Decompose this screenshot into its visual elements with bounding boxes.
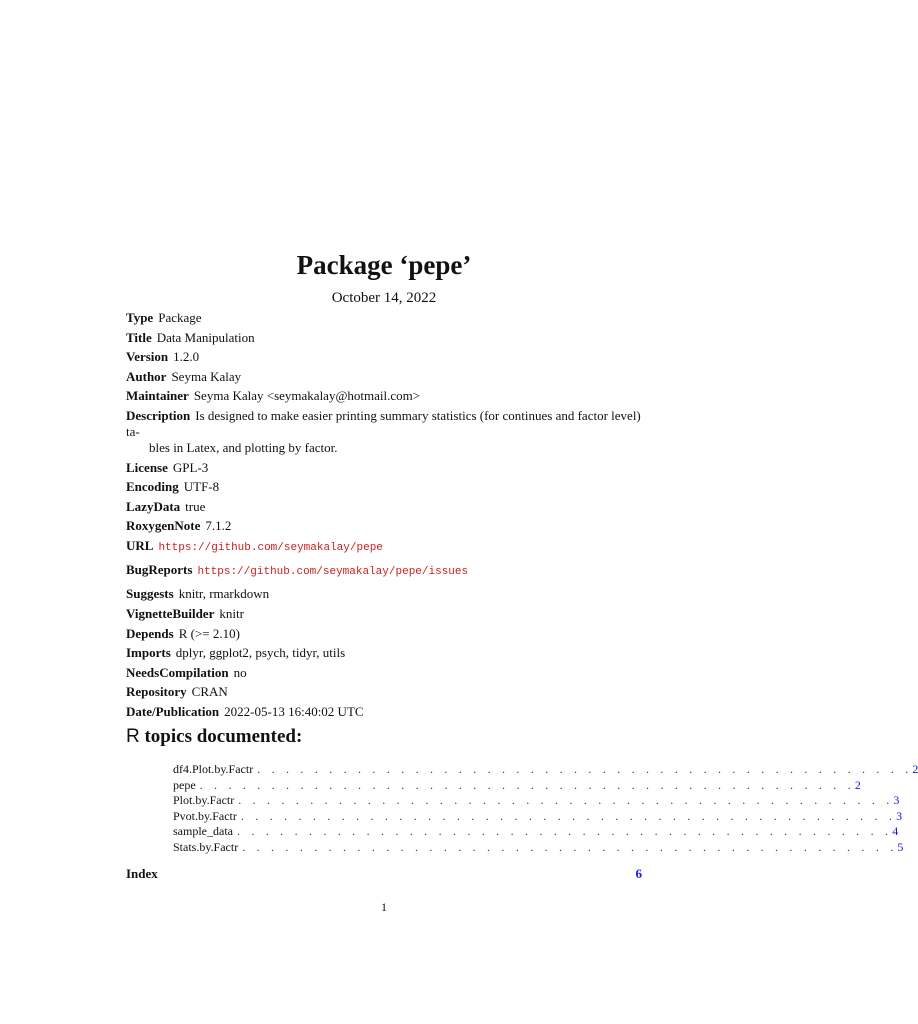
field-key: License bbox=[126, 459, 168, 475]
field-key: BugReports bbox=[126, 562, 193, 578]
field-depends bbox=[126, 626, 642, 642]
document-date: October 14, 2022 bbox=[331, 290, 437, 306]
field-maintainer bbox=[126, 388, 642, 404]
field-value: Data Manipulation bbox=[156, 329, 255, 345]
field-key: Repository bbox=[126, 684, 187, 700]
toc-entry-page[interactable]: 3 bbox=[896, 808, 903, 823]
field-imports bbox=[126, 645, 642, 661]
field-value: GPL-3 bbox=[172, 459, 209, 475]
toc-entry-name: df4.Plot.by.Factr bbox=[173, 762, 254, 776]
field-value: CRAN bbox=[191, 684, 228, 700]
url-link[interactable]: https://github.com/seymakalay/pepe bbox=[158, 542, 383, 555]
field-key: URL bbox=[126, 538, 154, 554]
toc-entry[interactable]: Pvot.by.Factr . . . . . . . . . . . . . . . . . . . . . . . . . . . . . . . . . . . . . . . . . . . . . . 3 bbox=[173, 808, 903, 823]
field-type bbox=[126, 310, 642, 326]
field-author bbox=[126, 369, 642, 385]
field-value: 1.2.0 bbox=[173, 349, 200, 365]
field-value: Is designed to make easier printing summary statistics (for continues and factor level) ta- bbox=[126, 407, 641, 439]
field-value: Seyma Kalay <seymakalay@hotmail.com> bbox=[193, 388, 421, 404]
field-value: knitr, rmarkdown bbox=[178, 586, 270, 602]
toc-entry-page[interactable]: 2 bbox=[912, 762, 918, 776]
toc-entry[interactable]: pepe . . . . . . . . . . . . . . . . . . . . . . . . . . . . . . . . . . . . . . . . . . . . . . 2 bbox=[173, 777, 861, 792]
field-key: Author bbox=[126, 368, 167, 384]
field-value: no bbox=[233, 664, 247, 680]
field-key: Date/Publication bbox=[126, 703, 220, 719]
toc-heading-r: R bbox=[126, 726, 140, 747]
field-value: dplyr, ggplot2, psych, tidyr, utils bbox=[175, 645, 346, 661]
field-value-continued: bles in Latex, and plotting by factor. bbox=[149, 439, 338, 455]
field-url bbox=[126, 538, 642, 556]
toc-entry[interactable]: Plot.by.Factr . . . . . . . . . . . . . . . . . . . . . . . . . . . . . . . . . . . . . . . . . . . . . . 3 bbox=[173, 793, 900, 807]
field-key: VignetteBuilder bbox=[126, 605, 215, 621]
field-date-publication bbox=[126, 704, 642, 720]
field-lazydata bbox=[126, 499, 642, 515]
field-value: 7.1.2 bbox=[205, 518, 232, 534]
field-description bbox=[126, 408, 642, 456]
field-license bbox=[126, 460, 642, 476]
index-label: Index bbox=[126, 866, 158, 881]
toc-entry-name: pepe bbox=[173, 777, 196, 792]
field-key: Depends bbox=[126, 625, 174, 641]
toc-entry-page[interactable]: 5 bbox=[897, 839, 904, 854]
toc-entry-name: Plot.by.Factr bbox=[173, 793, 235, 807]
field-bugreports bbox=[126, 562, 642, 580]
table-of-contents bbox=[173, 762, 918, 855]
field-value: R (>= 2.10) bbox=[178, 625, 240, 641]
toc-heading bbox=[126, 726, 302, 748]
page-number: 1 bbox=[381, 900, 387, 914]
field-key: Type bbox=[126, 310, 154, 325]
field-key: RoxygenNote bbox=[126, 518, 201, 534]
toc-entry[interactable]: Stats.by.Factr . . . . . . . . . . . . . . . . . . . . . . . . . . . . . . . . . . . . . . . . . . . . . . 5 bbox=[173, 839, 904, 854]
field-repository bbox=[126, 684, 642, 700]
field-key: Description bbox=[126, 407, 191, 423]
field-value: UTF-8 bbox=[183, 479, 220, 495]
field-key: Suggests bbox=[126, 586, 174, 602]
toc-entry[interactable]: sample_data . . . . . . . . . . . . . . . . . . . . . . . . . . . . . . . . . . . . . . . . . . . . . . 4 bbox=[173, 824, 899, 838]
bugreports-link[interactable]: https://github.com/seymakalay/pepe/issues bbox=[197, 566, 469, 579]
field-key: Encoding bbox=[126, 479, 179, 495]
field-key: Title bbox=[126, 329, 152, 345]
toc-entry-name: Pvot.by.Factr bbox=[173, 808, 237, 823]
field-encoding bbox=[126, 479, 642, 495]
field-suggests bbox=[126, 586, 642, 602]
field-roxygennote bbox=[126, 518, 642, 534]
toc-entry-page[interactable]: 4 bbox=[892, 824, 899, 838]
document-title: Package ‘pepe’ bbox=[296, 250, 472, 280]
field-value: true bbox=[185, 498, 206, 514]
field-value: Package bbox=[158, 310, 202, 325]
toc-heading-text: topics documented: bbox=[144, 726, 303, 747]
field-key: NeedsCompilation bbox=[126, 664, 229, 680]
field-key: LazyData bbox=[126, 498, 181, 514]
toc-entry-page[interactable]: 3 bbox=[893, 793, 900, 807]
field-version bbox=[126, 349, 642, 365]
field-value: knitr bbox=[219, 605, 244, 621]
toc-entry-page[interactable]: 2 bbox=[854, 777, 861, 792]
toc-entry-name: sample_data bbox=[173, 824, 233, 838]
toc-index-entry[interactable] bbox=[126, 866, 642, 882]
field-key: Imports bbox=[126, 645, 171, 661]
field-key: Maintainer bbox=[126, 388, 189, 404]
field-key: Version bbox=[126, 349, 169, 365]
index-page[interactable]: 6 bbox=[635, 866, 642, 881]
toc-entry[interactable]: df4.Plot.by.Factr . . . . . . . . . . . . . . . . . . . . . . . . . . . . . . . . . . . . . . . . . . . . . . 2 bbox=[173, 762, 918, 776]
toc-entry-name: Stats.by.Factr bbox=[173, 839, 239, 854]
field-value: 2022-05-13 16:40:02 UTC bbox=[224, 703, 364, 719]
field-vignettebuilder bbox=[126, 606, 642, 622]
field-title bbox=[126, 330, 642, 346]
field-needscompilation bbox=[126, 665, 642, 681]
field-value: Seyma Kalay bbox=[171, 368, 242, 384]
description-fields bbox=[126, 310, 642, 724]
